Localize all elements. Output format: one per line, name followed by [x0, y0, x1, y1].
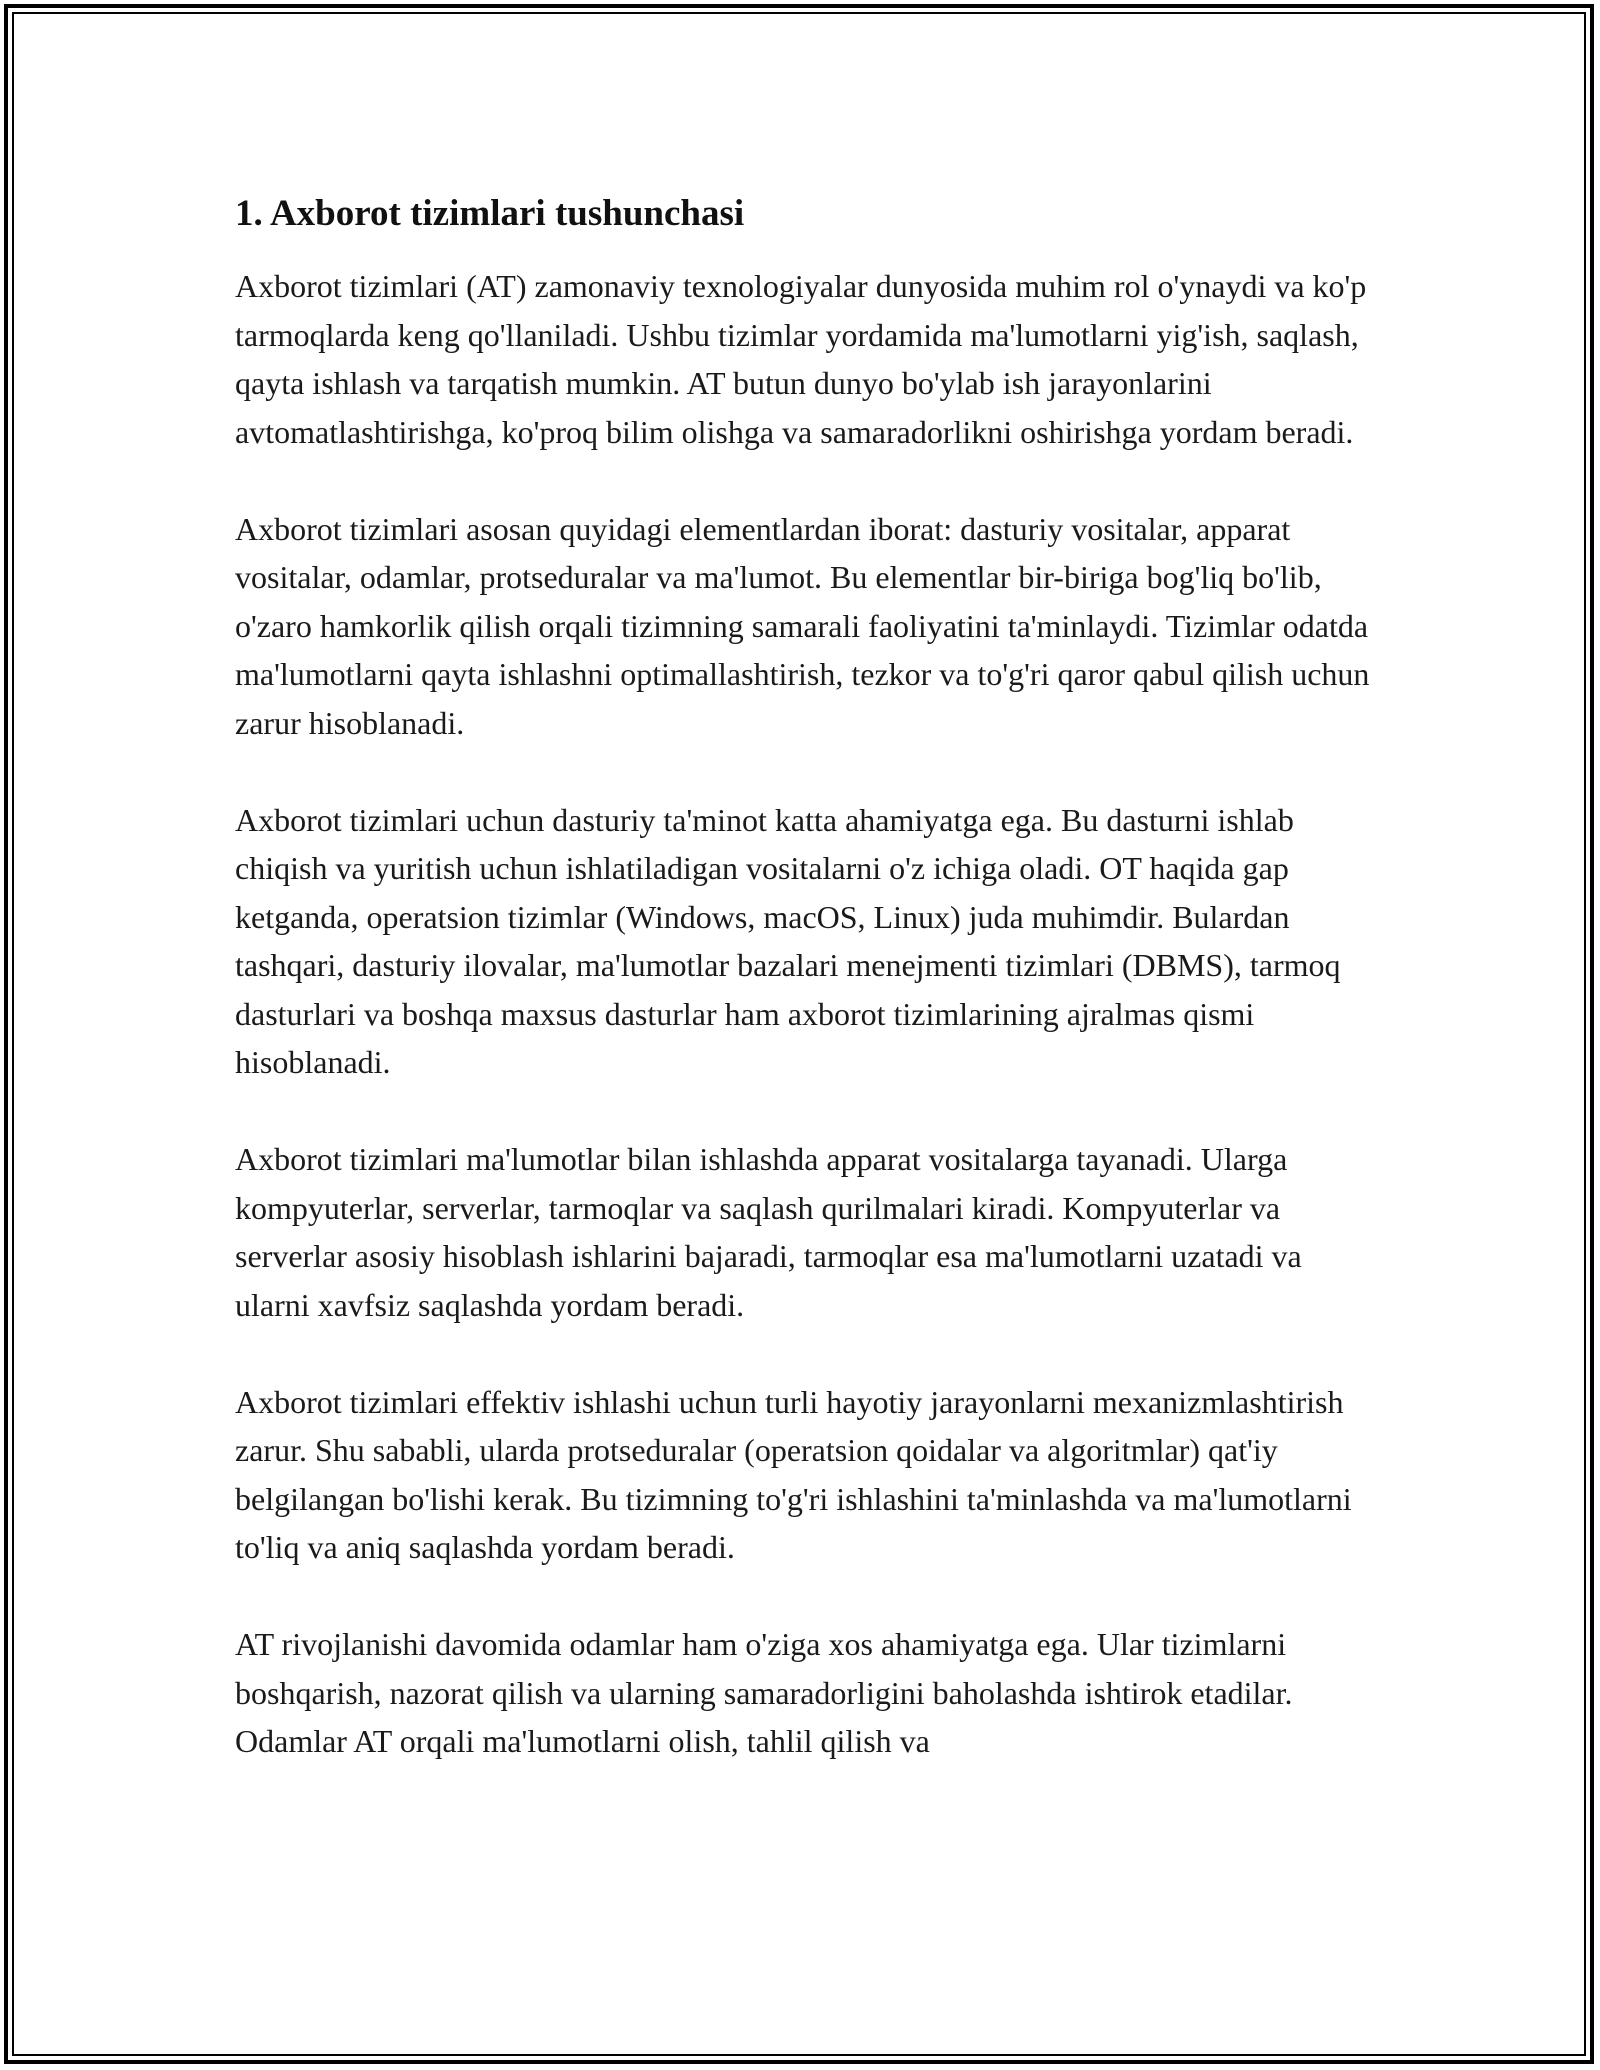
paragraph-3: Axborot tizimlari uchun dasturiy ta'minot katta ahamiyatga ega. Bu dasturni ishlab chiqish va yuritish uchun ishlatiladigan vositalarni o'z ichiga oladi. OT haqida gap ketganda, operatsion tizimlar (Windows, macOS, Linux) juda muhimdir. Bulardan tashqari, dasturiy ilovalar, ma'lumotlar bazalari menejmenti tizimlari (DBMS), tarmoq dasturlari va boshqa maxsus dasturlar ham axborot tizimlarining ajralmas qismi hisoblanadi.	[235, 801, 1341, 1080]
document-body	[235, 188, 1380, 1814]
paragraph-5: Axborot tizimlari effektiv ishlashi uchun turli hayotiy jarayonlarni mexanizmlashtirish zarur. Shu sababli, ularda protseduralar (operatsion qoidalar va algoritmlar) qat'iy belgilangan bo'lishi kerak. Bu tizimning to'g'ri ishlashini ta'minlashda va ma'lumotlarni to'liq va aniq saqlashda yordam beradi.	[235, 1383, 1352, 1565]
paragraph-6: AT rivojlanishi davomida odamlar ham o'ziga xos ahamiyatga ega. Ular tizimlarni boshqarish, nazorat qilish va ularning samaradorligini baholashda ishtirok etadilar. Odamlar AT orqali ma'lumotlarni olish, tahlil qilish va	[235, 1626, 1293, 1759]
paragraph-2: Axborot tizimlari asosan quyidagi elementlardan iborat: dasturiy vositalar, apparat vositalar, odamlar, protseduralar va ma'lumot. Bu elementlar bir-biriga bog'liq bo'lib, o'zaro hamkorlik qilish orqali tizimning samarali faoliyatini ta'minlaydi. Tizimlar odatda ma'lumotlarni qayta ishlashni optimallashtirish, tezkor va to'g'ri qaror qabul qilish uchun zarur hisoblanadi.	[235, 510, 1370, 741]
paragraph-4: Axborot tizimlari ma'lumotlar bilan ishlashda apparat vositalarga tayanadi. Ularga kompyuterlar, serverlar, tarmoqlar va saqlash qurilmalari kiradi. Kompyuterlar va serverlar asosiy hisoblash ishlarini bajaradi, tarmoqlar esa ma'lumotlarni uzatadi va ularni xavfsiz saqlashda yordam beradi.	[235, 1141, 1302, 1323]
paragraph-1: Axborot tizimlari (AT) zamonaviy texnologiyalar dunyosida muhim rol o'ynaydi va ko'p tarmoqlarda keng qo'llaniladi. Ushbu tizimlar yordamida ma'lumotlarni yig'ish, saqlash, qayta ishlash va tarqatish mumkin. AT butun dunyo bo'ylab ish jarayonlarini avtomatlashtirishga, ko'proq bilim olishga va samaradorlikni oshirishga yordam beradi.	[235, 268, 1367, 450]
section-title: 1. Axborot tizimlari tushunchasi	[235, 193, 745, 234]
